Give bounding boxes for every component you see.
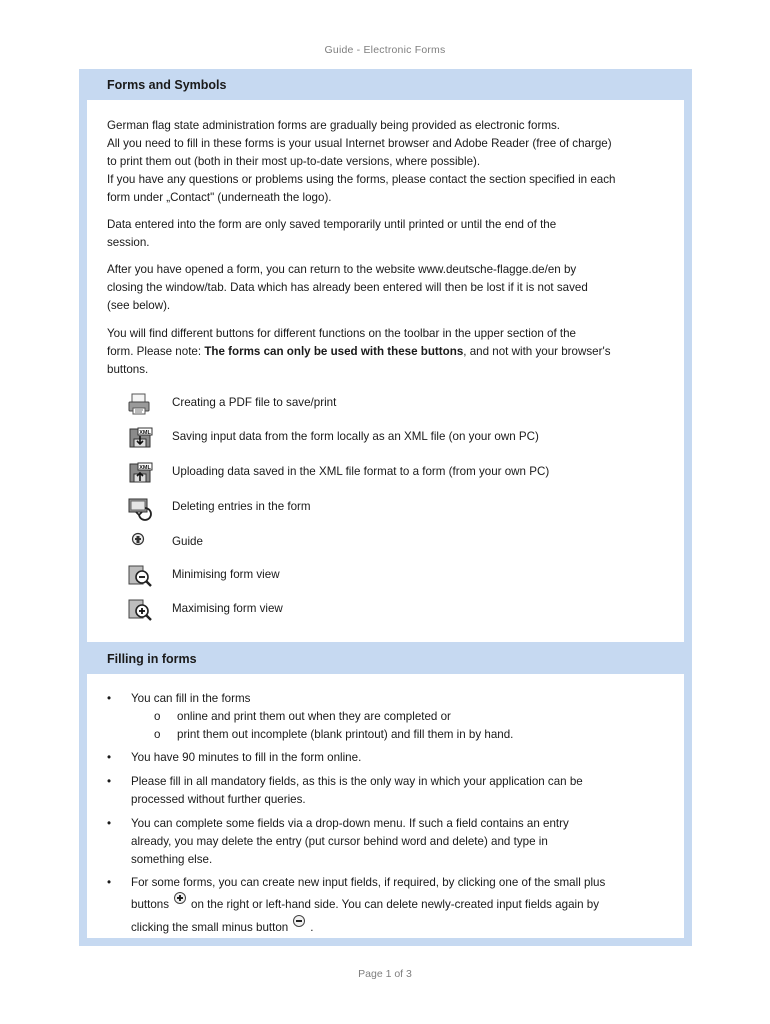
section-title-filling-in-forms: Filling in forms (107, 652, 197, 666)
guide-icon (127, 530, 153, 556)
return-to-website-paragraph: After you have opened a form, you can return to the website www.deutsche-flagge.de/en by closing the window/tab. Data which has already been entered will then be lost if it is not saved (see below). (107, 263, 588, 312)
pdf-print-icon (127, 391, 153, 417)
symbol-row-xml-save: XML Saving input data from the form locally as an XML file (on your own PC) (127, 425, 647, 453)
symbol-row-guide: Guide (127, 530, 647, 558)
intro-paragraph: German flag state administration forms are gradually being provided as electronic forms. All you need to fill in these forms is your usual Internet browser and Adobe Reader (free of charge) to print them out (both in their most up-to-date versions, where possible). If you have any questions or problems using the forms, please contact the section specified in each form under „Contact" (underneath the logo). (107, 119, 616, 204)
content-frame (79, 69, 692, 946)
xml-upload-icon (127, 460, 153, 486)
page-number: Page 1 of 3 (358, 968, 412, 980)
buttons-warning: The forms can only be used with these buttons (204, 345, 464, 358)
plus-button-icon (174, 892, 186, 904)
symbol-row-zoom-in: Maximising form view (127, 597, 647, 625)
symbol-row-pdf: Creating a PDF file to save/print (127, 391, 647, 419)
xml-save-icon (127, 425, 153, 451)
filling-in-forms-panel: • You can fill in the forms o online and print them out when they are completed or o print them out incomplete (blank printout) and fill them in by hand. • You have 90 minutes to fill in the form online. • Please fill in all mandatory fields, as this is the only way in which your application can be processed without further queries. • You can complete some fields via a drop-down menu. If such a field contains an entry already, you may delete the entry (put cursor behind word and delete) and type in something else. • For some forms, you can create new input fields, if required, by clicking one of the small plus buttons on the right or left-hand side. You can delete newly-created input fields again by clicking the small minus button . (87, 674, 684, 938)
symbol-row-zoom-out: Minimising form view (127, 563, 647, 591)
toolbar-buttons-paragraph: You will find different buttons for different functions on the toolbar in the upper section of the form. Please note: The forms can only be used with these buttons, and not with your browser's buttons. (107, 327, 611, 376)
page-header: Guide - Electronic Forms (324, 44, 446, 56)
zoom-in-icon (127, 597, 153, 623)
data-storage-paragraph: Data entered into the form are only saved temporarily until printed or until the end of the session. (107, 218, 557, 249)
symbol-row-delete: Deleting entries in the form (127, 495, 647, 523)
symbol-row-xml-upload: XML Uploading data saved in the XML file format to a form (from your own PC) (127, 460, 647, 488)
section-title-forms-and-symbols: Forms and Symbols (107, 78, 227, 92)
svg-text:XML: XML (139, 465, 151, 471)
zoom-out-icon (127, 563, 153, 589)
forms-and-symbols-panel (87, 100, 684, 642)
minus-button-icon (293, 915, 305, 927)
svg-text:XML: XML (139, 430, 151, 436)
delete-entries-icon (127, 495, 153, 521)
